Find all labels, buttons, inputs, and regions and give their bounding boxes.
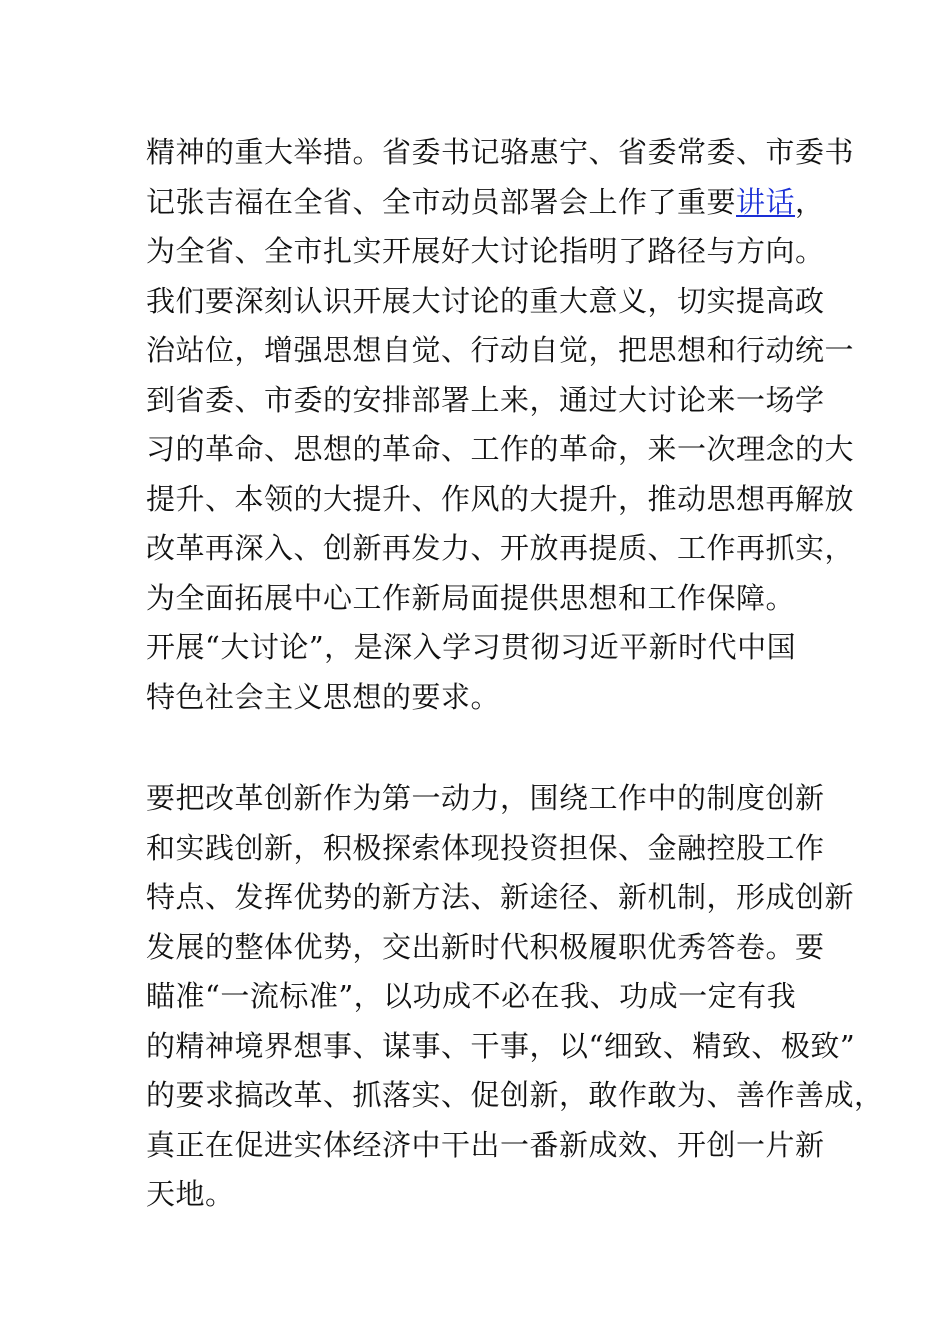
text-line: 特点、发挥优势的新方法、新途径、新机制，形成创新	[146, 880, 855, 914]
text-segment: ，	[795, 184, 825, 219]
text-segment: 记张吉福在全省、全市动员部署会上作了重要	[146, 184, 737, 219]
speech-link[interactable]: 讲话	[736, 184, 796, 219]
text-line: 发展的整体优势，交出新时代积极履职优秀答卷。要	[146, 929, 825, 964]
text-line: 精神的重大举措。省委书记骆惠宁、省委常委、市委书	[146, 135, 855, 169]
text-line: 要把改革创新作为第一动力，围绕工作中的制度创新	[146, 781, 825, 815]
text-line: 为全面拓展中心工作新局面提供思想和工作保障。	[146, 580, 796, 615]
text-line: 习的革命、思想的革命、工作的革命，来一次理念的大	[146, 432, 855, 466]
text-line: 的精神境界想事、谋事、干事，以“细致、精致、极致”	[146, 1028, 856, 1063]
text-line: 我们要深刻认识开展大讨论的重大意义，切实提高政	[146, 283, 825, 318]
text-line: 真正在促进实体经济中干出一番新成效、开创一片新	[146, 1127, 825, 1162]
text-line: 天地。	[146, 1177, 235, 1211]
text-line: 的要求搞改革、抓落实、促创新，敢作敢为、善作善成，	[146, 1078, 884, 1112]
paragraph-2	[146, 774, 884, 1220]
text-line: 和实践创新，积极探索体现投资担保、金融控股工作	[146, 830, 825, 865]
text-line: 到省委、市委的安排部署上来，通过大讨论来一场学	[146, 382, 825, 417]
text-line: 提升、本领的大提升、作风的大提升，推动思想再解放	[146, 481, 855, 516]
text-line: 为全省、全市扎实开展好大讨论指明了路径与方向。	[146, 234, 825, 268]
text-line: 改革再深入、创新再发力、开放再提质、工作再抓实，	[146, 531, 855, 565]
paragraph-1	[146, 128, 855, 722]
text-line: 特色社会主义思想的要求。	[146, 679, 501, 714]
text-line: 治站位，增强思想自觉、行动自觉，把思想和行动统一	[146, 333, 855, 367]
text-line: 瞄准“一流标准”，以功成不必在我、功成一定有我	[146, 979, 797, 1013]
text-line: 开展“大讨论”，是深入学习贯彻习近平新时代中国	[146, 630, 797, 664]
text-line-with-link	[146, 178, 826, 228]
